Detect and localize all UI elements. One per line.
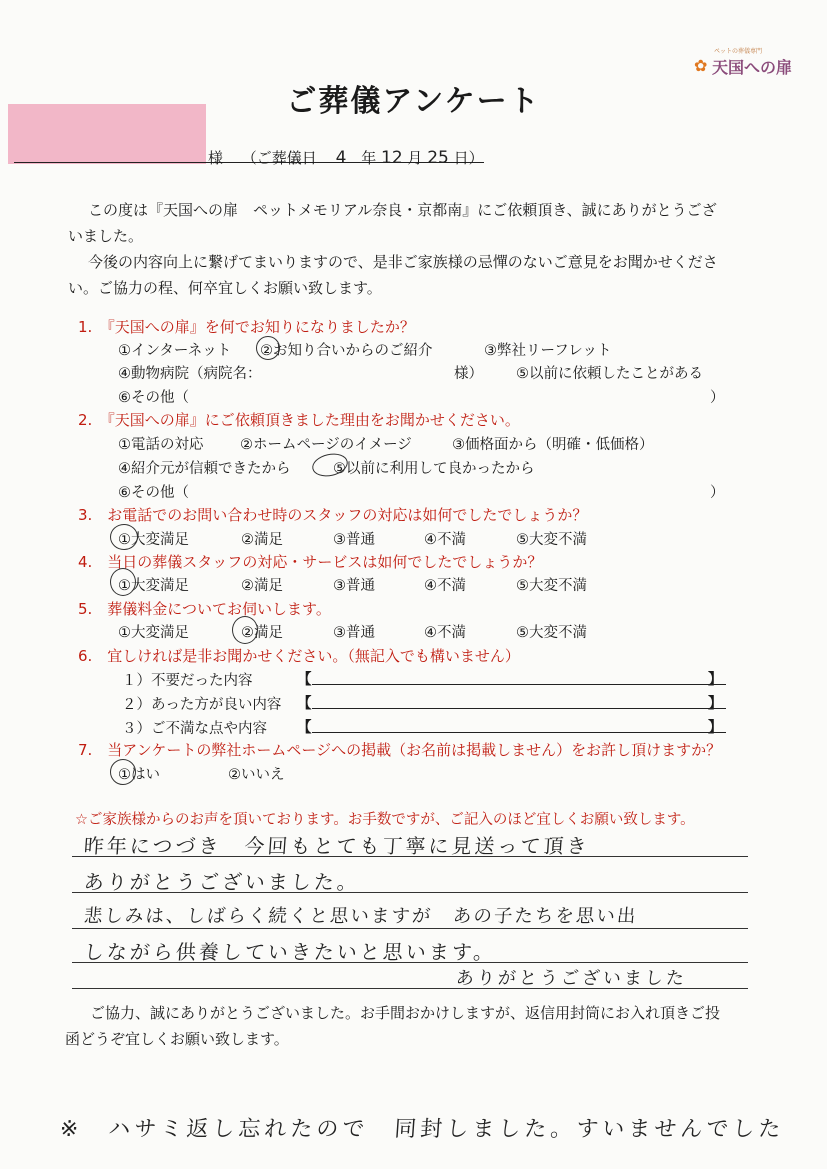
outro-line: 函どうぞ宜しくお願い致します。 <box>65 1030 289 1048</box>
question-2: 2. 『天国への扉』にご依頼頂きました理由をお聞かせください。 <box>78 411 520 429</box>
handwritten-postscript: ※ ハサミ返し忘れたので 同封しました。すいませんでした <box>58 1117 786 1142</box>
logo-text: 天国への扉 <box>712 58 793 77</box>
q5-option-5[interactable]: ⑤大変不満 <box>516 625 587 641</box>
day-value: 25 <box>427 148 449 168</box>
answer-line[interactable] <box>312 708 726 709</box>
q3-option-2[interactable]: ②満足 <box>241 532 283 548</box>
q4-option-5[interactable]: ⑤大変不満 <box>516 578 587 594</box>
q6-item-1: １）不要だった内容 <box>122 673 253 689</box>
handwritten-comment: 悲しみは、しばらく続くと思いますが あの子たちを思い出 <box>83 906 639 927</box>
question-1: 1. 『天国への扉』を何でお知りになりましたか？ <box>78 318 415 336</box>
q6-item-2: ２）あった方が良い内容 <box>122 697 282 713</box>
day-label: 日） <box>453 149 484 167</box>
q2-option-1[interactable]: ①電話の対応 <box>118 437 204 453</box>
intro-line: いました。 <box>68 227 144 245</box>
company-logo <box>694 46 804 80</box>
year-label: 年 <box>361 149 377 167</box>
intro-line: い。ご協力の程、何卒宜しくお願い致します。 <box>68 279 382 297</box>
flower-icon: ✿ <box>694 56 708 75</box>
q2-option-3[interactable]: ③価格面から（明確・低価格） <box>452 437 654 453</box>
writing-rule <box>72 928 748 929</box>
q1-option-5[interactable]: ⑤以前に依頼したことがある <box>516 366 703 382</box>
q1-option-6-end: ） <box>710 390 725 406</box>
q4-option-4[interactable]: ④不満 <box>424 578 466 594</box>
q2-option-4[interactable]: ④紹介元が信頼できたから <box>118 461 291 477</box>
q3-option-3[interactable]: ③普通 <box>333 532 375 548</box>
handwritten-comment: ありがとうございました <box>455 968 688 989</box>
q4-option-2[interactable]: ②満足 <box>241 578 283 594</box>
selection-circle <box>110 568 136 596</box>
page-title: ご葬儀アンケート <box>286 84 541 119</box>
q4-option-1[interactable]: ①大変満足 <box>118 578 189 594</box>
q5-option-3[interactable]: ③普通 <box>333 625 375 641</box>
selection-circle <box>110 524 138 550</box>
redacted-name <box>8 104 206 164</box>
selection-circle <box>110 759 136 785</box>
q5-option-2[interactable]: ②満足 <box>241 625 283 641</box>
month-label: 月 <box>407 149 423 167</box>
q1-option-6[interactable]: ⑥その他（ <box>118 390 189 406</box>
voice-heading: ☆ご家族様からのお声を頂いております。お手数ですが、ご記入のほど宜しくお願い致します。 <box>75 812 695 828</box>
open-bracket: 【 <box>297 672 312 688</box>
outro-text <box>65 1000 740 1052</box>
close-bracket: 】 <box>708 720 723 736</box>
handwritten-comment: しながら供養していきたいと思います。 <box>83 940 498 964</box>
logo-tagline: ペットの葬儀専門 <box>714 48 763 55</box>
q5-option-1[interactable]: ①大変満足 <box>118 625 189 641</box>
close-bracket: 】 <box>708 672 723 688</box>
handwritten-comment: ありがとうございました。 <box>83 870 361 894</box>
q1-option-2[interactable]: ②お知り合いからのご紹介 <box>260 343 433 359</box>
question-6: 6. 宜しければ是非お聞かせください。（無記入でも構いません） <box>78 647 520 665</box>
q3-option-5[interactable]: ⑤大変不満 <box>516 532 587 548</box>
q6-item-3: ３）ご不満な点や内容 <box>122 721 267 737</box>
question-5: 5. 葬儀料金についてお伺いします。 <box>78 600 331 618</box>
q2-option-5[interactable]: ⑤以前に利用して良かったから <box>333 461 535 477</box>
handwritten-comment: 昨年につづき 今回もとても丁寧に見送って頂き <box>83 834 591 858</box>
q1-option-4[interactable]: ④動物病院（病院名： <box>118 366 262 382</box>
selection-circle <box>256 336 280 360</box>
q2-option-6-end: ） <box>710 485 725 501</box>
question-4: 4. 当日の葬儀スタッフの対応・サービスは如何でしたでしょうか？ <box>78 553 543 571</box>
year-value: 4 <box>335 148 347 168</box>
q3-option-4[interactable]: ④不満 <box>424 532 466 548</box>
q2-option-6[interactable]: ⑥その他（ <box>118 485 189 501</box>
intro-line: 今後の内容向上に繋げてまいりますので、是非ご家族様の忌憚のないご意見をお聞かせくださ <box>88 253 718 271</box>
open-bracket: 【 <box>297 696 312 712</box>
question-3: 3. お電話でのお問い合わせ時のスタッフの対応は如何でしたでしょうか？ <box>78 506 588 524</box>
intro-line: この度は『天国への扉 ペットメモリアル奈良・京都南』にご依頼頂き、誠にありがとうござ <box>88 201 717 219</box>
question-7: 7. 当アンケートの弊社ホームページへの掲載（お名前は掲載しません）をお許し頂けますか？ <box>78 741 722 759</box>
answer-line[interactable] <box>312 684 726 685</box>
outro-line: ご協力、誠にありがとうございました。お手間おかけしますが、返信用封筒にお入れ頂きご投 <box>90 1004 721 1022</box>
sama-label: 様 <box>208 149 224 167</box>
q1-option-1[interactable]: ①インターネット <box>118 343 232 359</box>
q7-option-2[interactable]: ②いいえ <box>228 767 285 783</box>
q2-option-2[interactable]: ②ホームページのイメージ <box>240 437 412 453</box>
q5-option-4[interactable]: ④不満 <box>424 625 466 641</box>
q7-option-1[interactable]: ①はい <box>118 767 160 783</box>
date-label: （ご葬儀日 <box>241 149 317 167</box>
month-value: 12 <box>381 148 403 168</box>
intro-text <box>68 197 748 301</box>
q3-option-1[interactable]: ①大変満足 <box>118 532 189 548</box>
selection-circle <box>232 616 258 644</box>
q1-option-3[interactable]: ③弊社リーフレット <box>484 343 612 359</box>
q4-option-3[interactable]: ③普通 <box>333 578 375 594</box>
answer-line[interactable] <box>312 732 726 733</box>
honorific-date-line <box>208 147 484 168</box>
open-bracket: 【 <box>297 720 312 736</box>
q1-option-4-end: 様） <box>454 366 483 382</box>
close-bracket: 】 <box>708 696 723 712</box>
